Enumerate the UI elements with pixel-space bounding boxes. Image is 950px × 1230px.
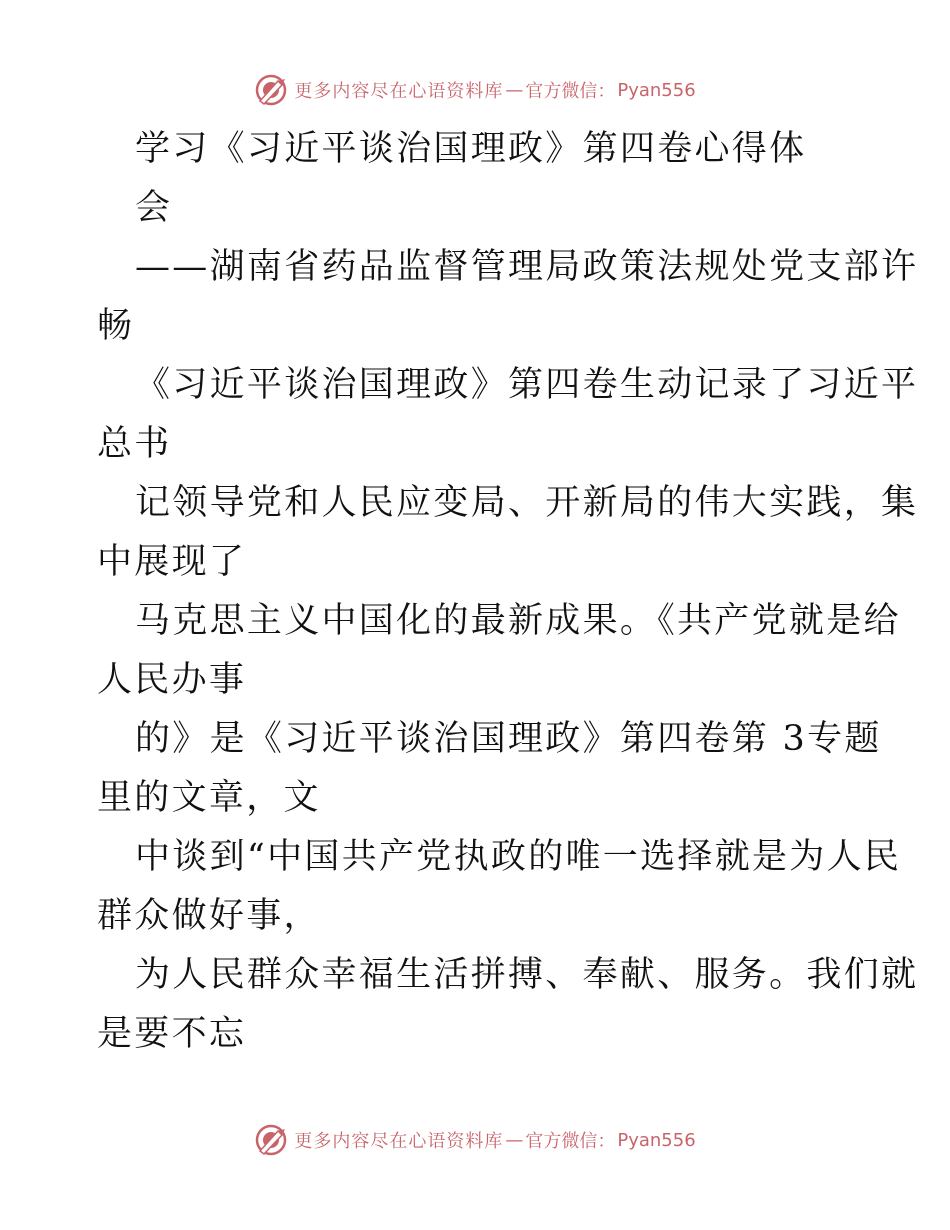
paragraph-line: 记领导党和人民应变局、开新局的伟大实践，集: [135, 483, 919, 523]
paragraph-line: 《习近平谈治国理政》第四卷生动记录了习近平: [135, 365, 919, 405]
paragraph-line: 里的文章，文: [97, 778, 321, 818]
watermark-dash: —: [505, 79, 524, 101]
title-line-2: 会: [135, 188, 173, 228]
paragraph-line: 中展现了: [97, 542, 247, 582]
paragraph-line: 群众做好事，: [97, 896, 321, 936]
title-line-1: 学习《习近平谈治国理政》第四卷心得体: [135, 129, 807, 169]
pen-logo-icon: [254, 73, 288, 107]
watermark-dash: —: [505, 1129, 524, 1151]
paragraph-line: 中谈到“中国共产党执政的唯一选择就是为人民: [135, 837, 902, 877]
paragraph-line: 为人民群众幸福生活拼搏、奉献、服务。我们就: [135, 955, 919, 995]
watermark-wechat-label: 官方微信：: [525, 81, 616, 102]
pen-logo-icon: [254, 1123, 288, 1157]
paragraph-line: 人民办事: [97, 660, 247, 700]
watermark-text: 更多内容尽在心语资料库: [294, 1131, 504, 1152]
watermark-wechat-id: Pyan556: [617, 79, 696, 101]
document-body: [97, 120, 919, 1064]
paragraph-line: 是要不忘: [97, 1014, 247, 1054]
watermark-wechat-label: 官方微信：: [525, 1131, 616, 1152]
paragraph-line: 总书: [97, 424, 172, 464]
watermark-wechat-id: Pyan556: [617, 1129, 696, 1151]
author-line-1: ——湖南省药品监督管理局政策法规处党支部许: [135, 247, 919, 287]
footer-watermark: [0, 1120, 950, 1160]
paragraph-line: 马克思主义中国化的最新成果。《共产党就是给: [135, 601, 901, 641]
header-watermark: [0, 70, 950, 110]
author-line-2: 畅: [97, 306, 135, 346]
watermark-text: 更多内容尽在心语资料库: [294, 81, 504, 102]
paragraph-line: 的》是《习近平谈治国理政》第四卷第 3专题: [135, 719, 882, 759]
